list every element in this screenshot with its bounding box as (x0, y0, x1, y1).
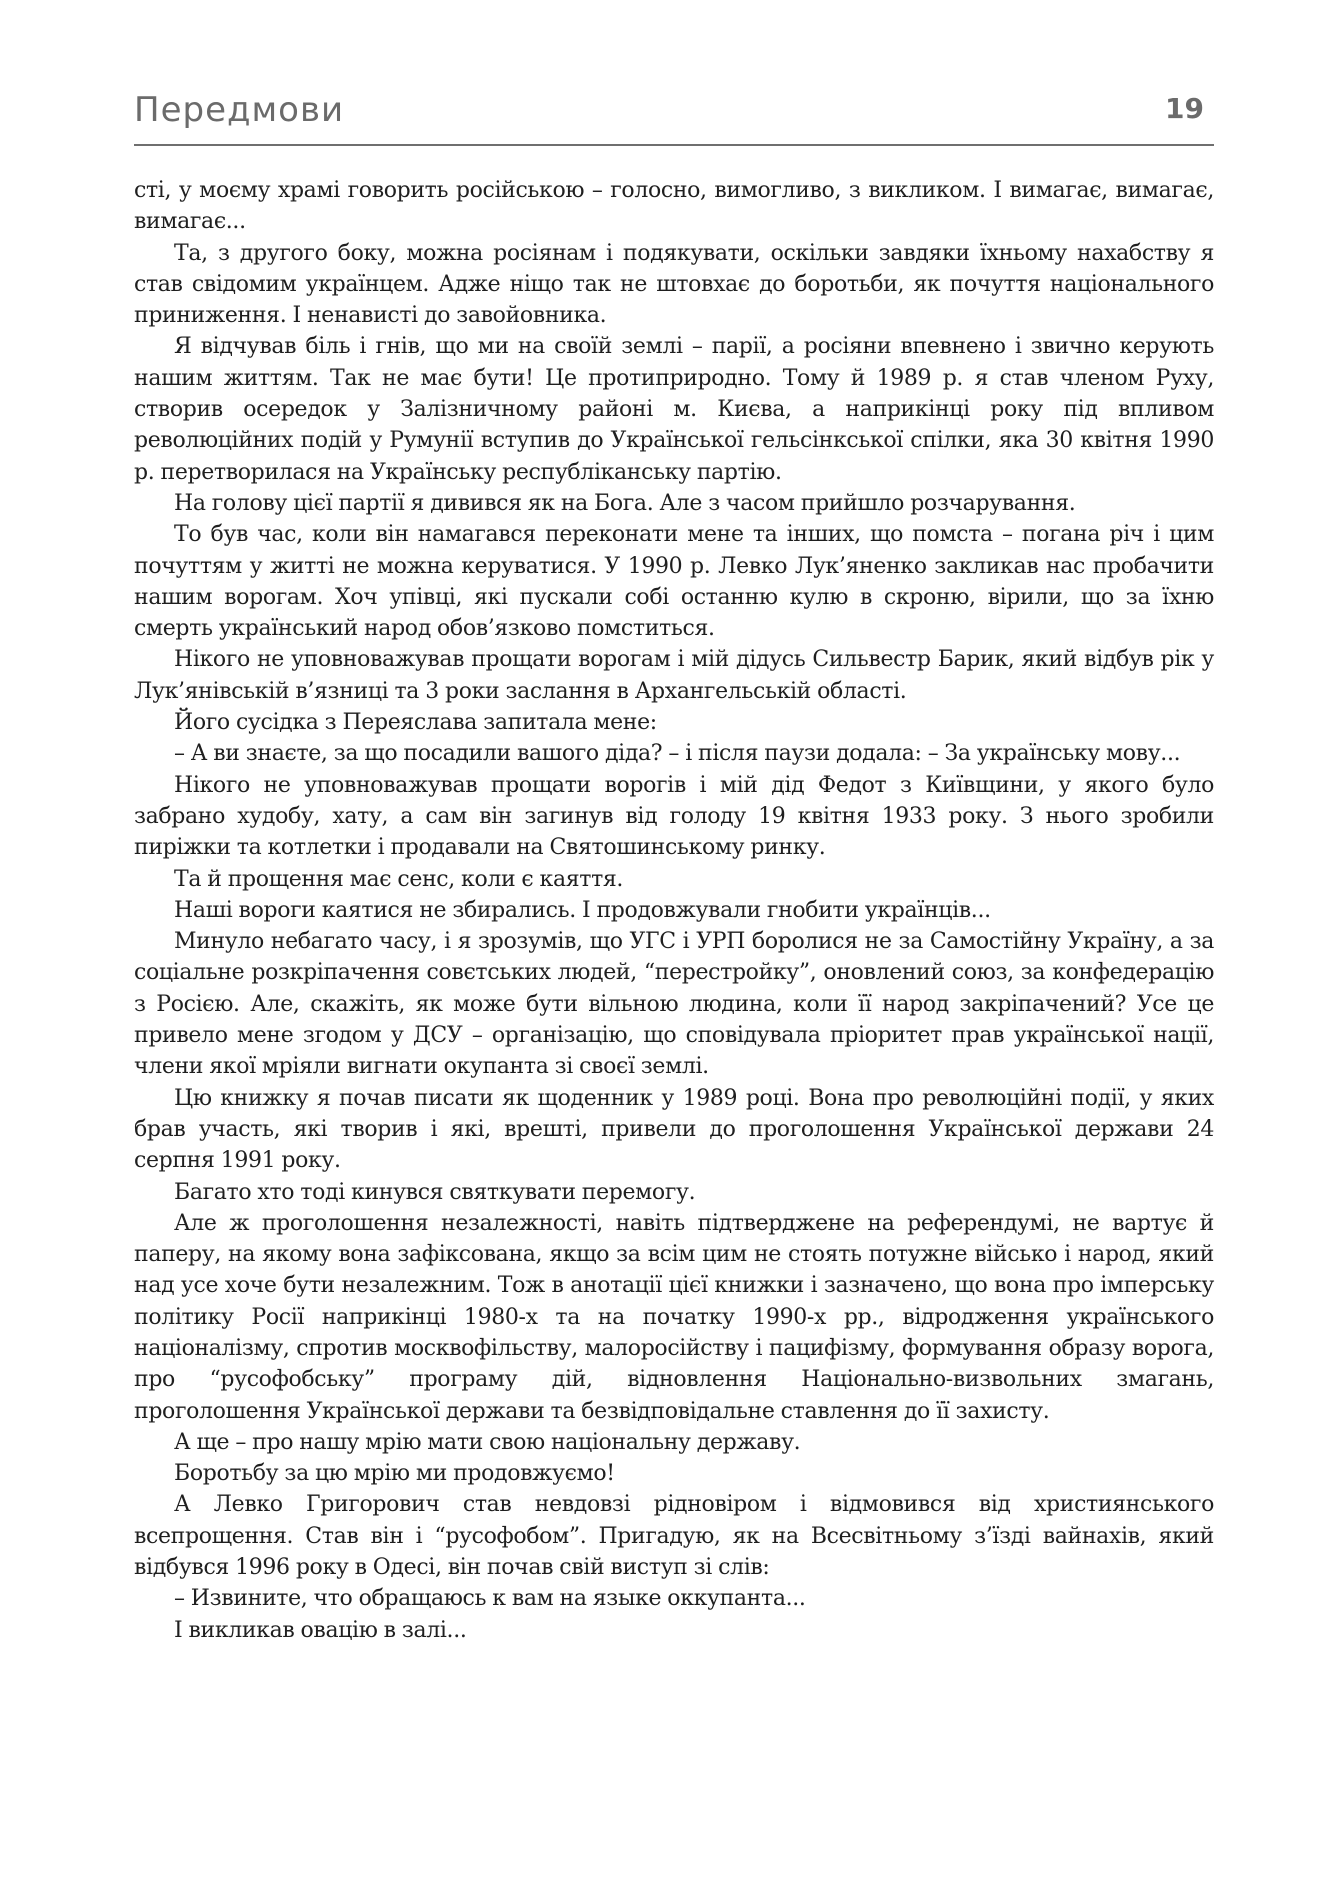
paragraph: А ще – про нашу мрію мати свою національну державу. (174, 1429, 801, 1455)
paragraph: Наші вороги каятися не збирались. І продовжували гнобити українців... (174, 897, 991, 923)
paragraph: Боротьбу за цю мрію ми продовжуємо! (174, 1461, 615, 1487)
paragraph: Та й прощення має сенс, коли є каяття. (174, 866, 624, 892)
paragraph: Та, з другого боку, можна росіянам і подякувати, оскільки завдяки їхньому нахабству я став свідомим українцем. Адже ніщо так не штовхає до боротьби, як почуття національного приниження. І ненависті до завойовника. (134, 240, 1214, 329)
page-number: 19 (1165, 92, 1204, 125)
body-text (134, 175, 1214, 1646)
section-title: Передмови (134, 90, 345, 130)
paragraph: Цю книжку я почав писати як щоденник у 1989 році. Вона про революційні події, у яких брав участь, які творив і які, врешті, привели до проголошення Української держави 24 серпня 1991 року. (134, 1085, 1214, 1174)
running-header (134, 88, 1214, 146)
paragraph: І викликав овацію в залі... (174, 1617, 467, 1643)
paragraph: На голову цієї партії я дивився як на Бога. Але з часом прийшло розчарування. (174, 490, 1076, 516)
paragraph: Багато хто тоді кинувся святкувати перемогу. (174, 1179, 696, 1205)
paragraph: То був час, коли він намагався переконати мене та інших, що помста – погана річ і цим почуттям у житті не можна керуватися. У 1990 р. Левко Лук’яненко закликав нас пробачити нашим ворогам. Хоч упівці, які пускали собі останню кулю в скроню, вірили, що за їхню смерть український народ обов’язково помститься. (134, 522, 1214, 642)
paragraph: Але ж проголошення незалежності, навіть підтверджене на референдумі, не вартує й паперу, на якому вона зафіксована, якщо за всім цим не стоять потужне військо і народ, який над усе хоче бути незалежним. Тож в анотації цієї книжки і зазначено, що вона про імперську політику Росії наприкінці 1980-х та на початку 1990-х рр., відродження українського націоналізму, спротив москвофільству, малоросійству і пацифізму, формування образу ворога, про “русофобську” програму дій, відновлення Національно-визвольних змагань, проголошення Української держави та безвідповідальне ставлення до її захисту. (134, 1210, 1214, 1424)
paragraph: А Левко Григорович став невдовзі рідновіром і відмовився від християнського всепрощення. Став він і “русофобом”. Пригадую, як на Всесвітньому з’їзді вайнахів, який відбувся 1996 року в Одесі, він почав свій виступ зі слів: (134, 1492, 1214, 1581)
paragraph: Його сусідка з Переяслава запитала мене: (174, 710, 657, 736)
paragraph-continuation: сті, у моєму храмі говорить російською – голосно, вимогливо, з викликом. І вимагає, вимагає, вимагає... (134, 178, 1214, 235)
paragraph: Я відчував біль і гнів, що ми на своїй землі – парії, а росіяни впевнено і звично керують нашим життям. Так не має бути! Це протиприродно. Тому й 1989 р. я став членом Руху, створив осередок у Залізничному районі м. Києва, а наприкінці року під впливом революційних подій у Румунії вступив до Української гельсінкської спілки, яка 30 квітня 1990 р. перетворилася на Українську республіканську партію. (134, 334, 1214, 485)
dialogue-line: – А ви знаєте, за що посадили вашого діда? – і після паузи додала: – За українську мову... (174, 741, 1181, 767)
dialogue-line: – Извините, что обращаюсь к вам на языке оккупанта... (174, 1586, 806, 1612)
paragraph: Нікого не уповноважував прощати ворогів і мій дід Федот з Київщини, у якого було забрано худобу, хату, а сам він загинув від голоду 19 квітня 1933 року. З нього зробили пиріжки та котлетки і продавали на Святошинському ринку. (134, 772, 1214, 861)
paragraph: Нікого не уповноважував прощати ворогам і мій дідусь Сильвестр Барик, який відбув рік у Лук’янівській в’язниці та 3 роки заслання в Архангельській області. (134, 647, 1214, 704)
paragraph: Минуло небагато часу, і я зрозумів, що УГС і УРП боролися не за Самостійну Україну, а за соціальне розкріпачення совєтських людей, “перестройку”, оновлений союз, за конфедерацію з Росією. Але, скажіть, як може бути вільною людина, коли її народ закріпачений? Усе це привело мене згодом у ДСУ – організацію, що сповідувала пріоритет прав української нації, члени якої мріяли вигнати окупанта зі своєї землі. (134, 929, 1214, 1080)
